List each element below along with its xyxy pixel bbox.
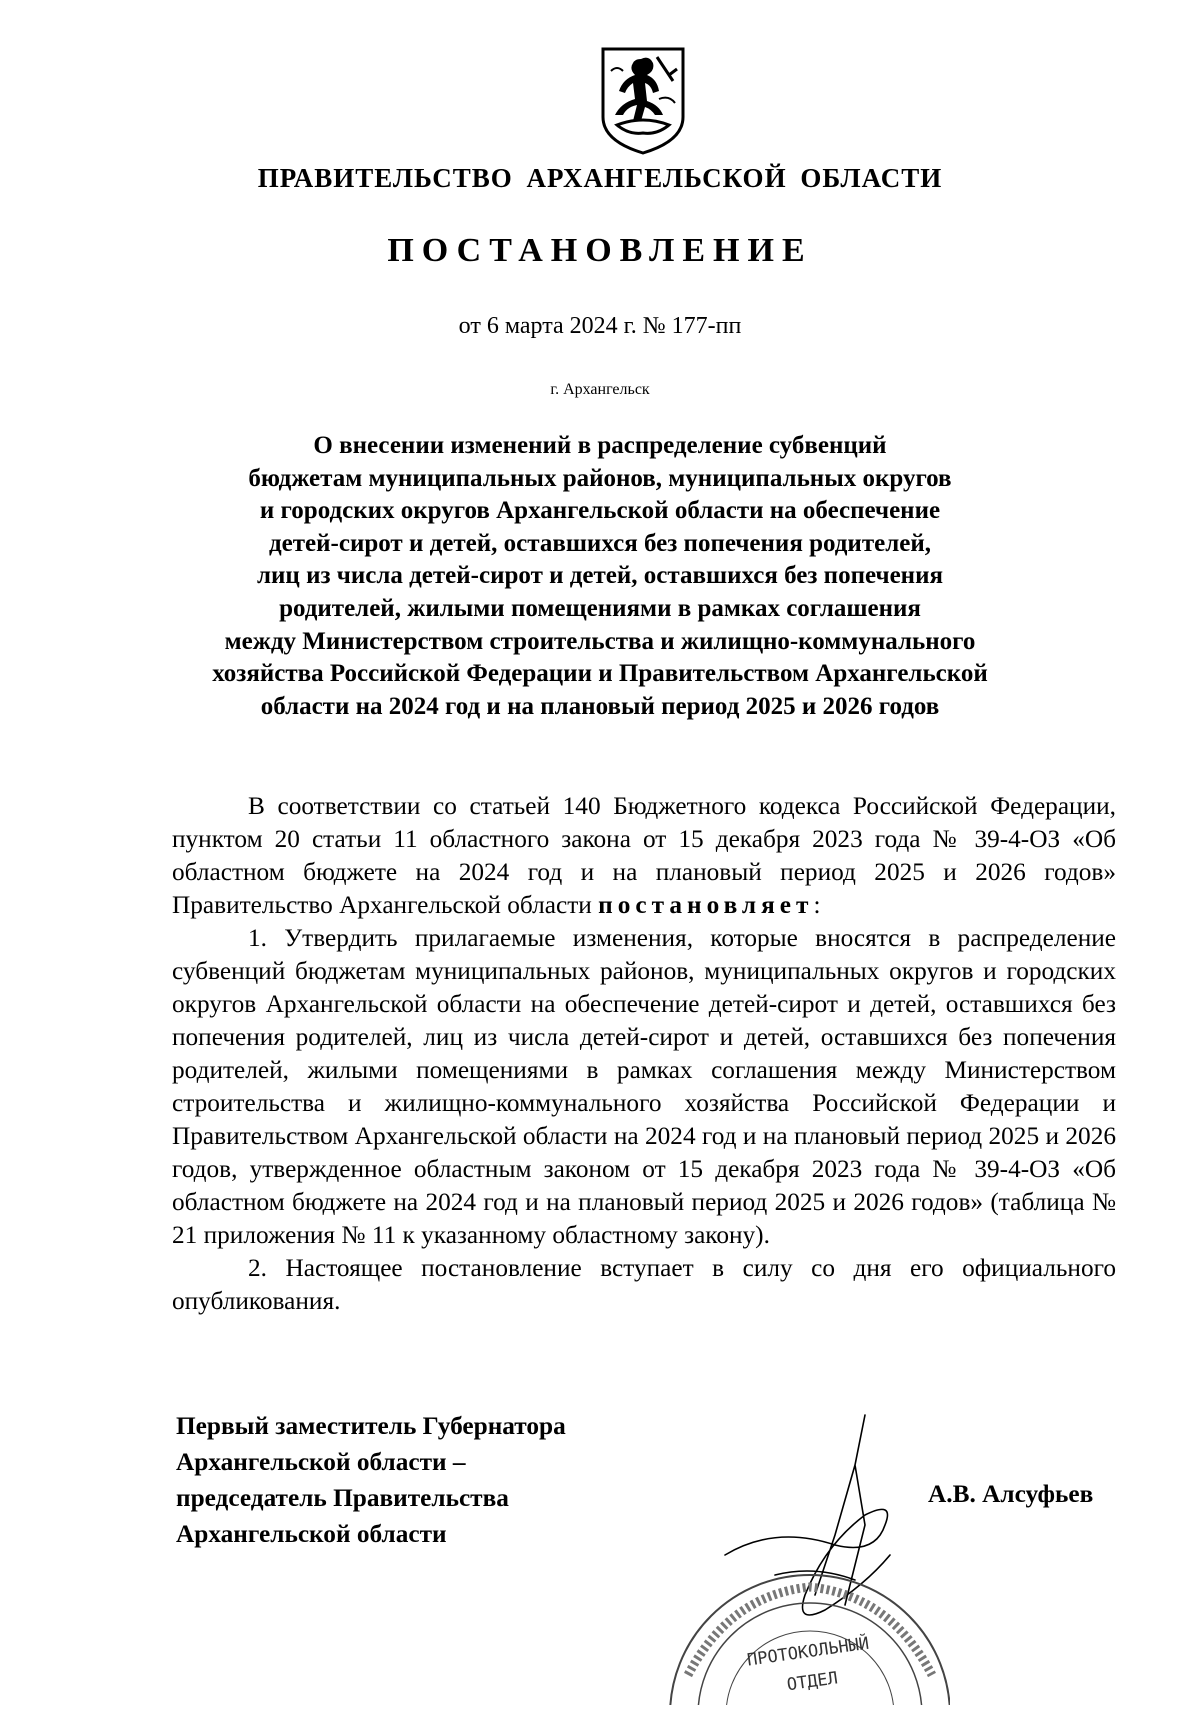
position-line: председатель Правительства: [176, 1484, 509, 1512]
position-line: Архангельской области: [176, 1520, 447, 1548]
title-line: родителей, жилыми помещениями в рамках соглашения: [279, 594, 921, 622]
document-city: г. Архангельск: [550, 381, 650, 398]
title-line: лиц из числа детей-сирот и детей, оставшихся без попечения: [256, 562, 943, 590]
title-line: О внесении изменений в распределение субвенций: [313, 432, 887, 459]
item-2-paragraph: 2. Настоящее постановление вступает в силу со дня его официального опубликования.: [172, 1254, 1116, 1315]
position-line: Первый заместитель Губернатора: [176, 1412, 566, 1440]
title-line: хозяйства Российской Федерации и Правительством Архангельской: [212, 660, 988, 688]
svg-text:ОТДЕЛ: ОТДЕЛ: [785, 1668, 840, 1696]
title-line: области на 2024 год и на плановый период 2025 и 2026 годов: [260, 692, 940, 720]
document-title: [0, 430, 1200, 723]
title-line: между Министерством строительства и жилищно-коммунального: [224, 627, 976, 655]
document-body: [172, 790, 1116, 1318]
document-type: ПОСТАНОВЛЕНИЕ: [387, 232, 813, 269]
title-line: детей-сирот и детей, оставшихся без попечения родителей,: [269, 529, 931, 557]
item-1-paragraph: 1. Утвердить прилагаемые изменения, которые вносятся в распределение субвенций бюджетам муниципальных районов, муниципальных округов и городских округов Архангельской области на обеспечение детей-сирот и детей, оставшихся без попечения родителей, лиц из числа детей-сирот и детей, оставшихся без попечения родителей, жилыми помещениями в рамках соглашения между Министерством строительства и жилищно-коммунального хозяйства Российской Федерации и Правительством Архангельской области на 2024 год и на плановый период 2025 и 2026 годов, утвержденное областным законом от 15 декабря 2023 года № 39-4-ОЗ «Об областном бюджете на 2024 год и на плановый период 2025 и 2026 годов» (таблица № 21 приложения № 11 к указанному областному закону).: [172, 924, 1116, 1249]
preamble-paragraph: [172, 790, 1116, 922]
government-name: ПРАВИТЕЛЬСТВО АРХАНГЕЛЬСКОЙ ОБЛАСТИ: [257, 163, 943, 193]
title-line: и городских округов Архангельской области на обеспечение: [259, 497, 941, 525]
position-line: Архангельской области –: [176, 1448, 466, 1476]
official-stamp: [650, 1565, 950, 1705]
preamble-text: В соответствии со статьей 140 Бюджетного кодекса Российской Федерации, пунктом 20 статьи 11 областного закона от 15 декабря 2023 года № 39-4-ОЗ «Об областном бюджете на 2024 год и на плановый период 2025 и 2026 годов» Правительство Архангельской области: [172, 792, 1116, 919]
signer-name: А.В. Алсуфьев: [928, 1480, 1094, 1508]
signatory-position: [176, 1408, 566, 1552]
decree-colon: :: [813, 891, 821, 919]
document-date-number: от 6 марта 2024 г. № 177-пп: [458, 313, 742, 339]
coat-of-arms-icon: [597, 45, 689, 157]
svg-text:ПРОТОКОЛЬНЫЙ: ПРОТОКОЛЬНЫЙ: [745, 1633, 871, 1671]
decree-word: постановляет: [598, 891, 814, 919]
title-line: бюджетам муниципальных районов, муниципальных округов: [248, 464, 952, 492]
